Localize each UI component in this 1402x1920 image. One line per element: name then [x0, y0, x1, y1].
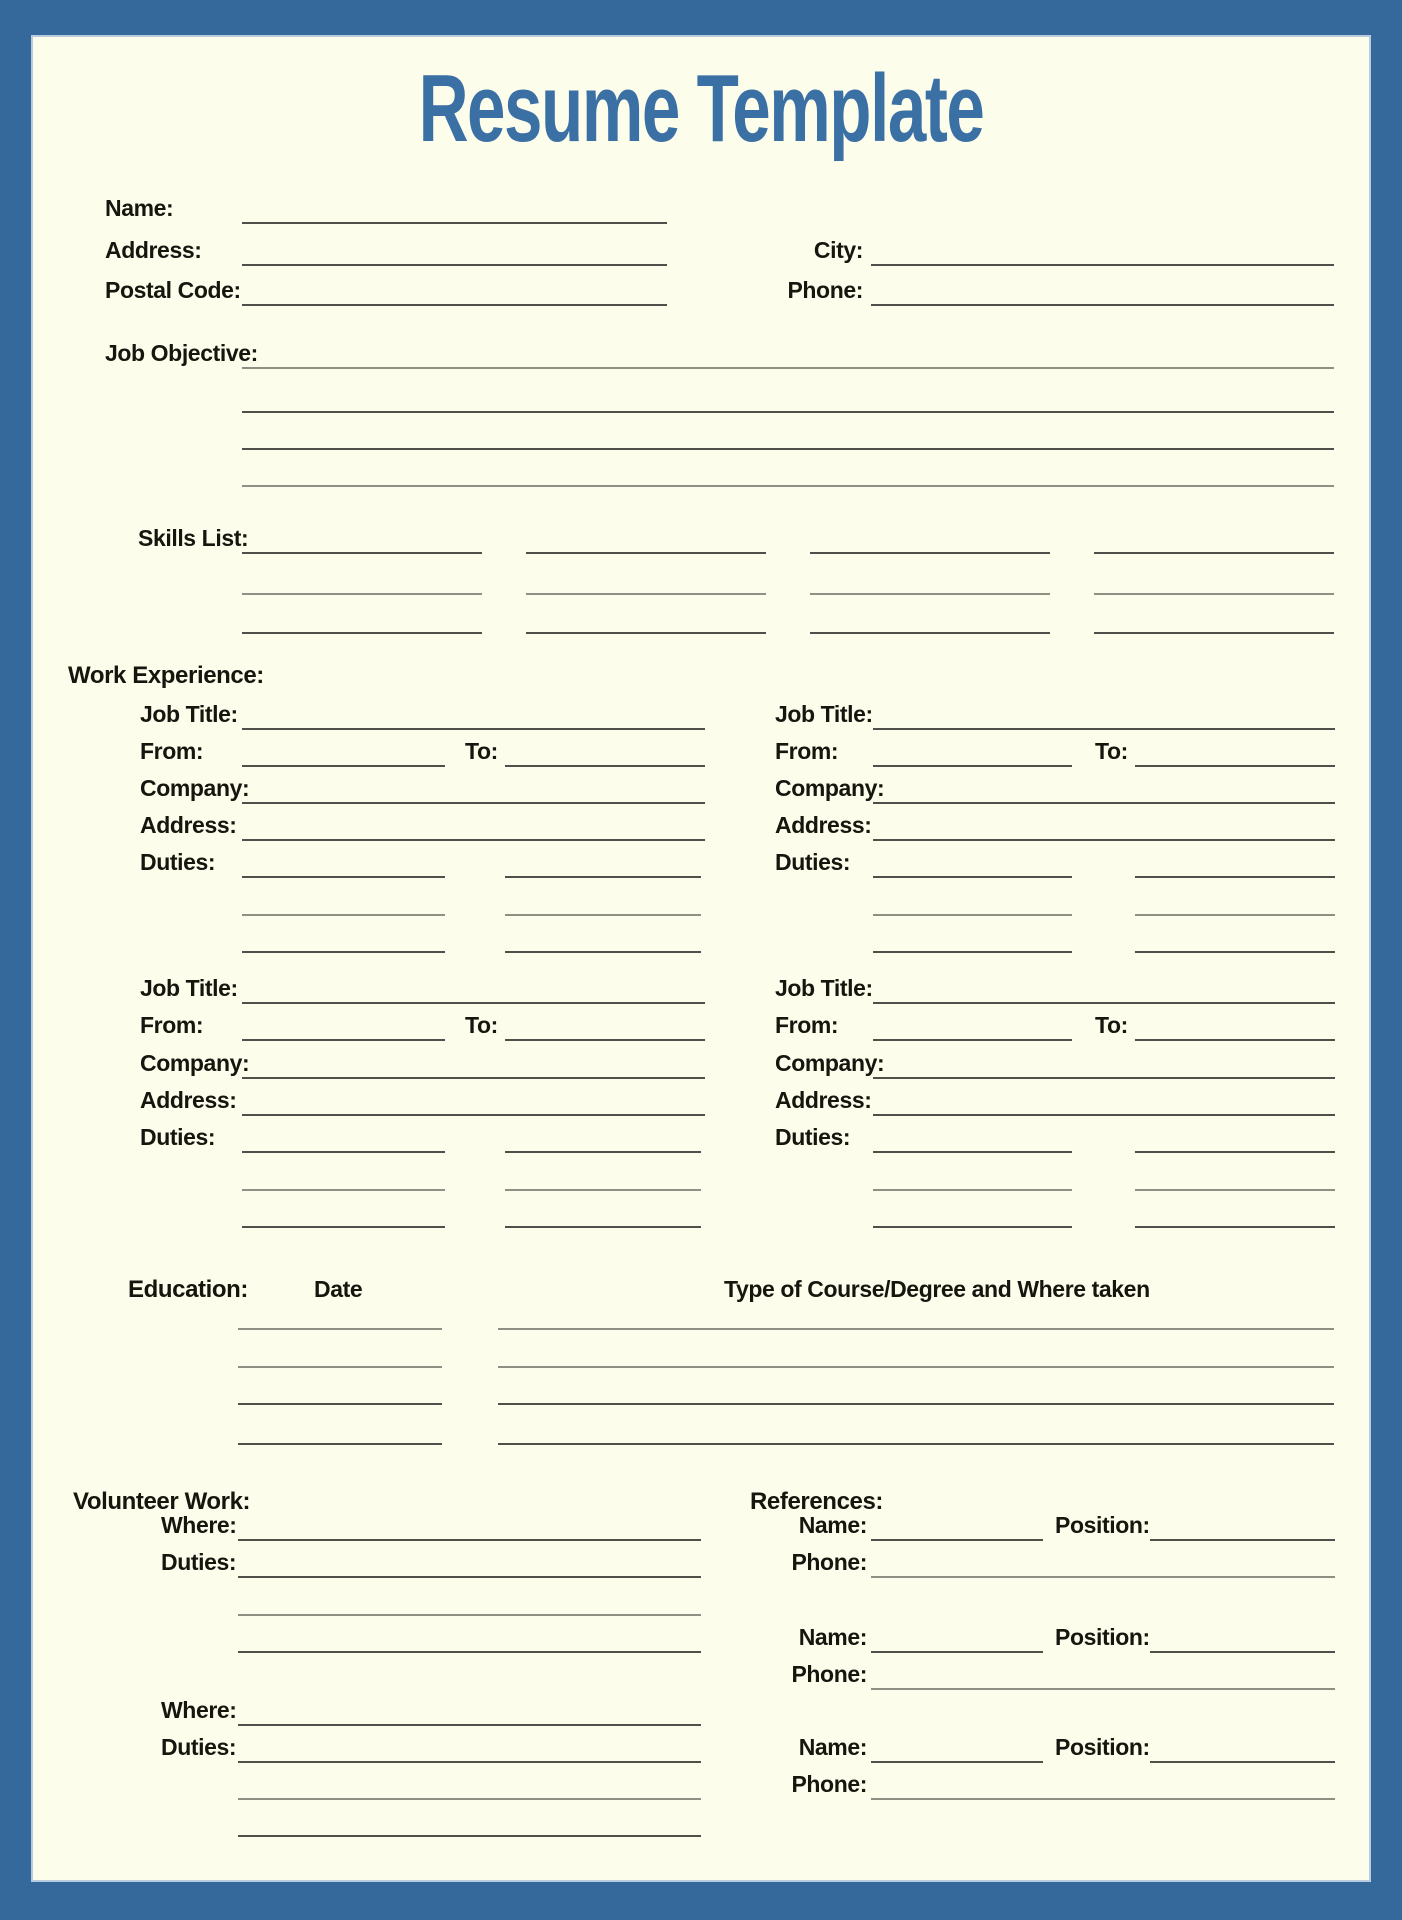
vol2-duties-line-2[interactable] [238, 1798, 701, 1800]
skill-line-r1c3[interactable] [810, 552, 1050, 554]
skill-line-r3c3[interactable] [810, 632, 1050, 634]
city-label: City: [813, 237, 863, 263]
we3-duties-line-r3c2[interactable] [505, 1226, 701, 1228]
we3-job-title-line[interactable] [242, 1002, 705, 1004]
we4-job-title-line[interactable] [873, 1002, 1335, 1004]
name-input-line[interactable] [242, 222, 667, 224]
name-label: Name: [105, 195, 174, 221]
skill-line-r2c4[interactable] [1094, 593, 1334, 595]
we1-duties-line-r2c1[interactable] [242, 914, 445, 916]
skills-list-label: Skills List: [138, 525, 249, 551]
vol2-duties-line-3[interactable] [238, 1835, 701, 1837]
skill-line-r3c1[interactable] [242, 632, 482, 634]
postal-code-label: Postal Code: [105, 277, 241, 303]
vol1-duties-line-1[interactable] [238, 1576, 701, 1578]
phone-input-line[interactable] [871, 304, 1334, 306]
we3-duties-label: Duties: [140, 1124, 216, 1150]
we2-duties-line-r2c1[interactable] [873, 914, 1072, 916]
references-heading: References: [750, 1488, 884, 1515]
we3-duties-line-r1c2[interactable] [505, 1151, 701, 1153]
we4-to-label: To: [1095, 1012, 1128, 1038]
we3-company-label: Company: [140, 1050, 250, 1076]
vol1-duties-line-2[interactable] [238, 1614, 701, 1616]
we4-address-label: Address: [775, 1087, 872, 1113]
we4-duties-line-r2c1[interactable] [873, 1189, 1072, 1191]
skill-line-r1c4[interactable] [1094, 552, 1334, 554]
ref1-phone-line[interactable] [871, 1576, 1335, 1578]
city-input-line[interactable] [871, 264, 1334, 266]
education-course-line-4[interactable] [498, 1443, 1334, 1445]
we2-duties-line-r3c1[interactable] [873, 951, 1072, 953]
education-course-line-2[interactable] [498, 1366, 1334, 1368]
we3-duties-line-r1c1[interactable] [242, 1151, 445, 1153]
we1-from-line[interactable] [242, 765, 445, 767]
skill-line-r1c2[interactable] [526, 552, 766, 554]
we1-company-label: Company: [140, 775, 250, 801]
skill-line-r2c2[interactable] [526, 593, 766, 595]
we4-company-label: Company: [775, 1050, 885, 1076]
phone-label: Phone: [787, 277, 863, 303]
we3-to-line[interactable] [505, 1039, 705, 1041]
education-date-line-4[interactable] [238, 1443, 442, 1445]
ref2-name-line[interactable] [871, 1651, 1043, 1653]
work-experience-heading: Work Experience: [68, 662, 264, 689]
ref3-name-label: Name: [798, 1734, 867, 1760]
we2-duties-label: Duties: [775, 849, 851, 875]
vol1-where-line[interactable] [238, 1539, 701, 1541]
we4-from-line[interactable] [873, 1039, 1072, 1041]
address-input-line[interactable] [242, 264, 667, 266]
we3-address-label: Address: [140, 1087, 237, 1113]
vol2-duties-label: Duties: [161, 1734, 237, 1760]
ref1-phone-label: Phone: [791, 1549, 867, 1575]
we1-company-line[interactable] [242, 802, 705, 804]
job-objective-line-4[interactable] [242, 485, 1334, 487]
ref2-position-line[interactable] [1150, 1651, 1335, 1653]
ref2-position-label: Position: [1055, 1624, 1150, 1650]
vol1-where-label: Where: [161, 1512, 237, 1538]
we2-to-line[interactable] [1135, 765, 1335, 767]
we1-job-title-label: Job Title: [140, 701, 238, 727]
job-objective-label: Job Objective: [105, 340, 258, 366]
we4-duties-label: Duties: [775, 1124, 851, 1150]
ref1-position-line[interactable] [1150, 1539, 1335, 1541]
ref1-name-line[interactable] [871, 1539, 1043, 1541]
vol2-where-line[interactable] [238, 1724, 701, 1726]
we4-duties-line-r1c1[interactable] [873, 1151, 1072, 1153]
we4-from-label: From: [775, 1012, 839, 1038]
we1-address-line[interactable] [242, 839, 705, 841]
ref3-position-label: Position: [1055, 1734, 1150, 1760]
we2-duties-line-r1c2[interactable] [1135, 876, 1335, 878]
vol2-duties-line-1[interactable] [238, 1761, 701, 1763]
education-date-line-2[interactable] [238, 1366, 442, 1368]
we3-address-line[interactable] [242, 1114, 705, 1116]
ref3-phone-label: Phone: [791, 1771, 867, 1797]
we2-from-line[interactable] [873, 765, 1072, 767]
skill-line-r2c1[interactable] [242, 593, 482, 595]
we3-to-label: To: [465, 1012, 498, 1038]
we1-duties-label: Duties: [140, 849, 216, 875]
we1-duties-line-r3c1[interactable] [242, 951, 445, 953]
education-date-header: Date [314, 1276, 363, 1302]
we3-duties-line-r2c1[interactable] [242, 1189, 445, 1191]
skill-line-r3c4[interactable] [1094, 632, 1334, 634]
we4-duties-line-r1c2[interactable] [1135, 1151, 1335, 1153]
we1-address-label: Address: [140, 812, 237, 838]
we2-company-label: Company: [775, 775, 885, 801]
we1-to-line[interactable] [505, 765, 705, 767]
address-label: Address: [105, 237, 202, 263]
vol1-duties-label: Duties: [161, 1549, 237, 1575]
skill-line-r2c3[interactable] [810, 593, 1050, 595]
skill-line-r1c1[interactable] [242, 552, 482, 554]
we1-to-label: To: [465, 738, 498, 764]
ref2-name-label: Name: [798, 1624, 867, 1650]
we4-to-line[interactable] [1135, 1039, 1335, 1041]
education-date-line-1[interactable] [238, 1328, 442, 1330]
we4-duties-line-r3c2[interactable] [1135, 1226, 1335, 1228]
page-title: Resume Template [418, 55, 984, 162]
we2-duties-line-r1c1[interactable] [873, 876, 1072, 878]
we4-duties-line-r2c2[interactable] [1135, 1189, 1335, 1191]
postal-code-input-line[interactable] [242, 304, 667, 306]
ref3-phone-line[interactable] [871, 1798, 1335, 1800]
we2-job-title-label: Job Title: [775, 701, 873, 727]
education-course-line-3[interactable] [498, 1403, 1334, 1405]
we2-job-title-line[interactable] [873, 728, 1335, 730]
we2-from-label: From: [775, 738, 839, 764]
we4-duties-line-r3c1[interactable] [873, 1226, 1072, 1228]
we3-from-line[interactable] [242, 1039, 445, 1041]
education-course-line-1[interactable] [498, 1328, 1334, 1330]
we4-job-title-label: Job Title: [775, 975, 873, 1001]
we1-duties-line-r1c2[interactable] [505, 876, 701, 878]
ref1-position-label: Position: [1055, 1512, 1150, 1538]
we2-address-line[interactable] [873, 839, 1335, 841]
we3-duties-line-r2c2[interactable] [505, 1189, 701, 1191]
skill-line-r3c2[interactable] [526, 632, 766, 634]
ref3-position-line[interactable] [1150, 1761, 1335, 1763]
ref2-phone-line[interactable] [871, 1688, 1335, 1690]
ref3-name-line[interactable] [871, 1761, 1043, 1763]
we1-duties-line-r1c1[interactable] [242, 876, 445, 878]
we3-duties-line-r3c1[interactable] [242, 1226, 445, 1228]
we1-from-label: From: [140, 738, 204, 764]
we1-job-title-line[interactable] [242, 728, 705, 730]
we2-address-label: Address: [775, 812, 872, 838]
job-objective-line-3[interactable] [242, 448, 1334, 450]
vol2-where-label: Where: [161, 1697, 237, 1723]
education-heading: Education: [128, 1276, 248, 1303]
we2-company-line[interactable] [873, 802, 1335, 804]
we4-address-line[interactable] [873, 1114, 1335, 1116]
we2-duties-line-r2c2[interactable] [1135, 914, 1335, 916]
we1-duties-line-r2c2[interactable] [505, 914, 701, 916]
education-date-line-3[interactable] [238, 1403, 442, 1405]
job-objective-line-1[interactable] [242, 367, 1334, 369]
paper-sheet [31, 35, 1371, 1882]
ref1-name-label: Name: [798, 1512, 867, 1538]
we2-to-label: To: [1095, 738, 1128, 764]
job-objective-line-2[interactable] [242, 411, 1334, 413]
education-course-header: Type of Course/Degree and Where taken [724, 1276, 1150, 1302]
we3-from-label: From: [140, 1012, 204, 1038]
ref2-phone-label: Phone: [791, 1661, 867, 1687]
we3-company-line[interactable] [242, 1077, 705, 1079]
volunteer-work-heading: Volunteer Work: [73, 1488, 251, 1515]
we2-duties-line-r3c2[interactable] [1135, 951, 1335, 953]
vol1-duties-line-3[interactable] [238, 1651, 701, 1653]
we1-duties-line-r3c2[interactable] [505, 951, 701, 953]
we3-job-title-label: Job Title: [140, 975, 238, 1001]
we4-company-line[interactable] [873, 1077, 1335, 1079]
